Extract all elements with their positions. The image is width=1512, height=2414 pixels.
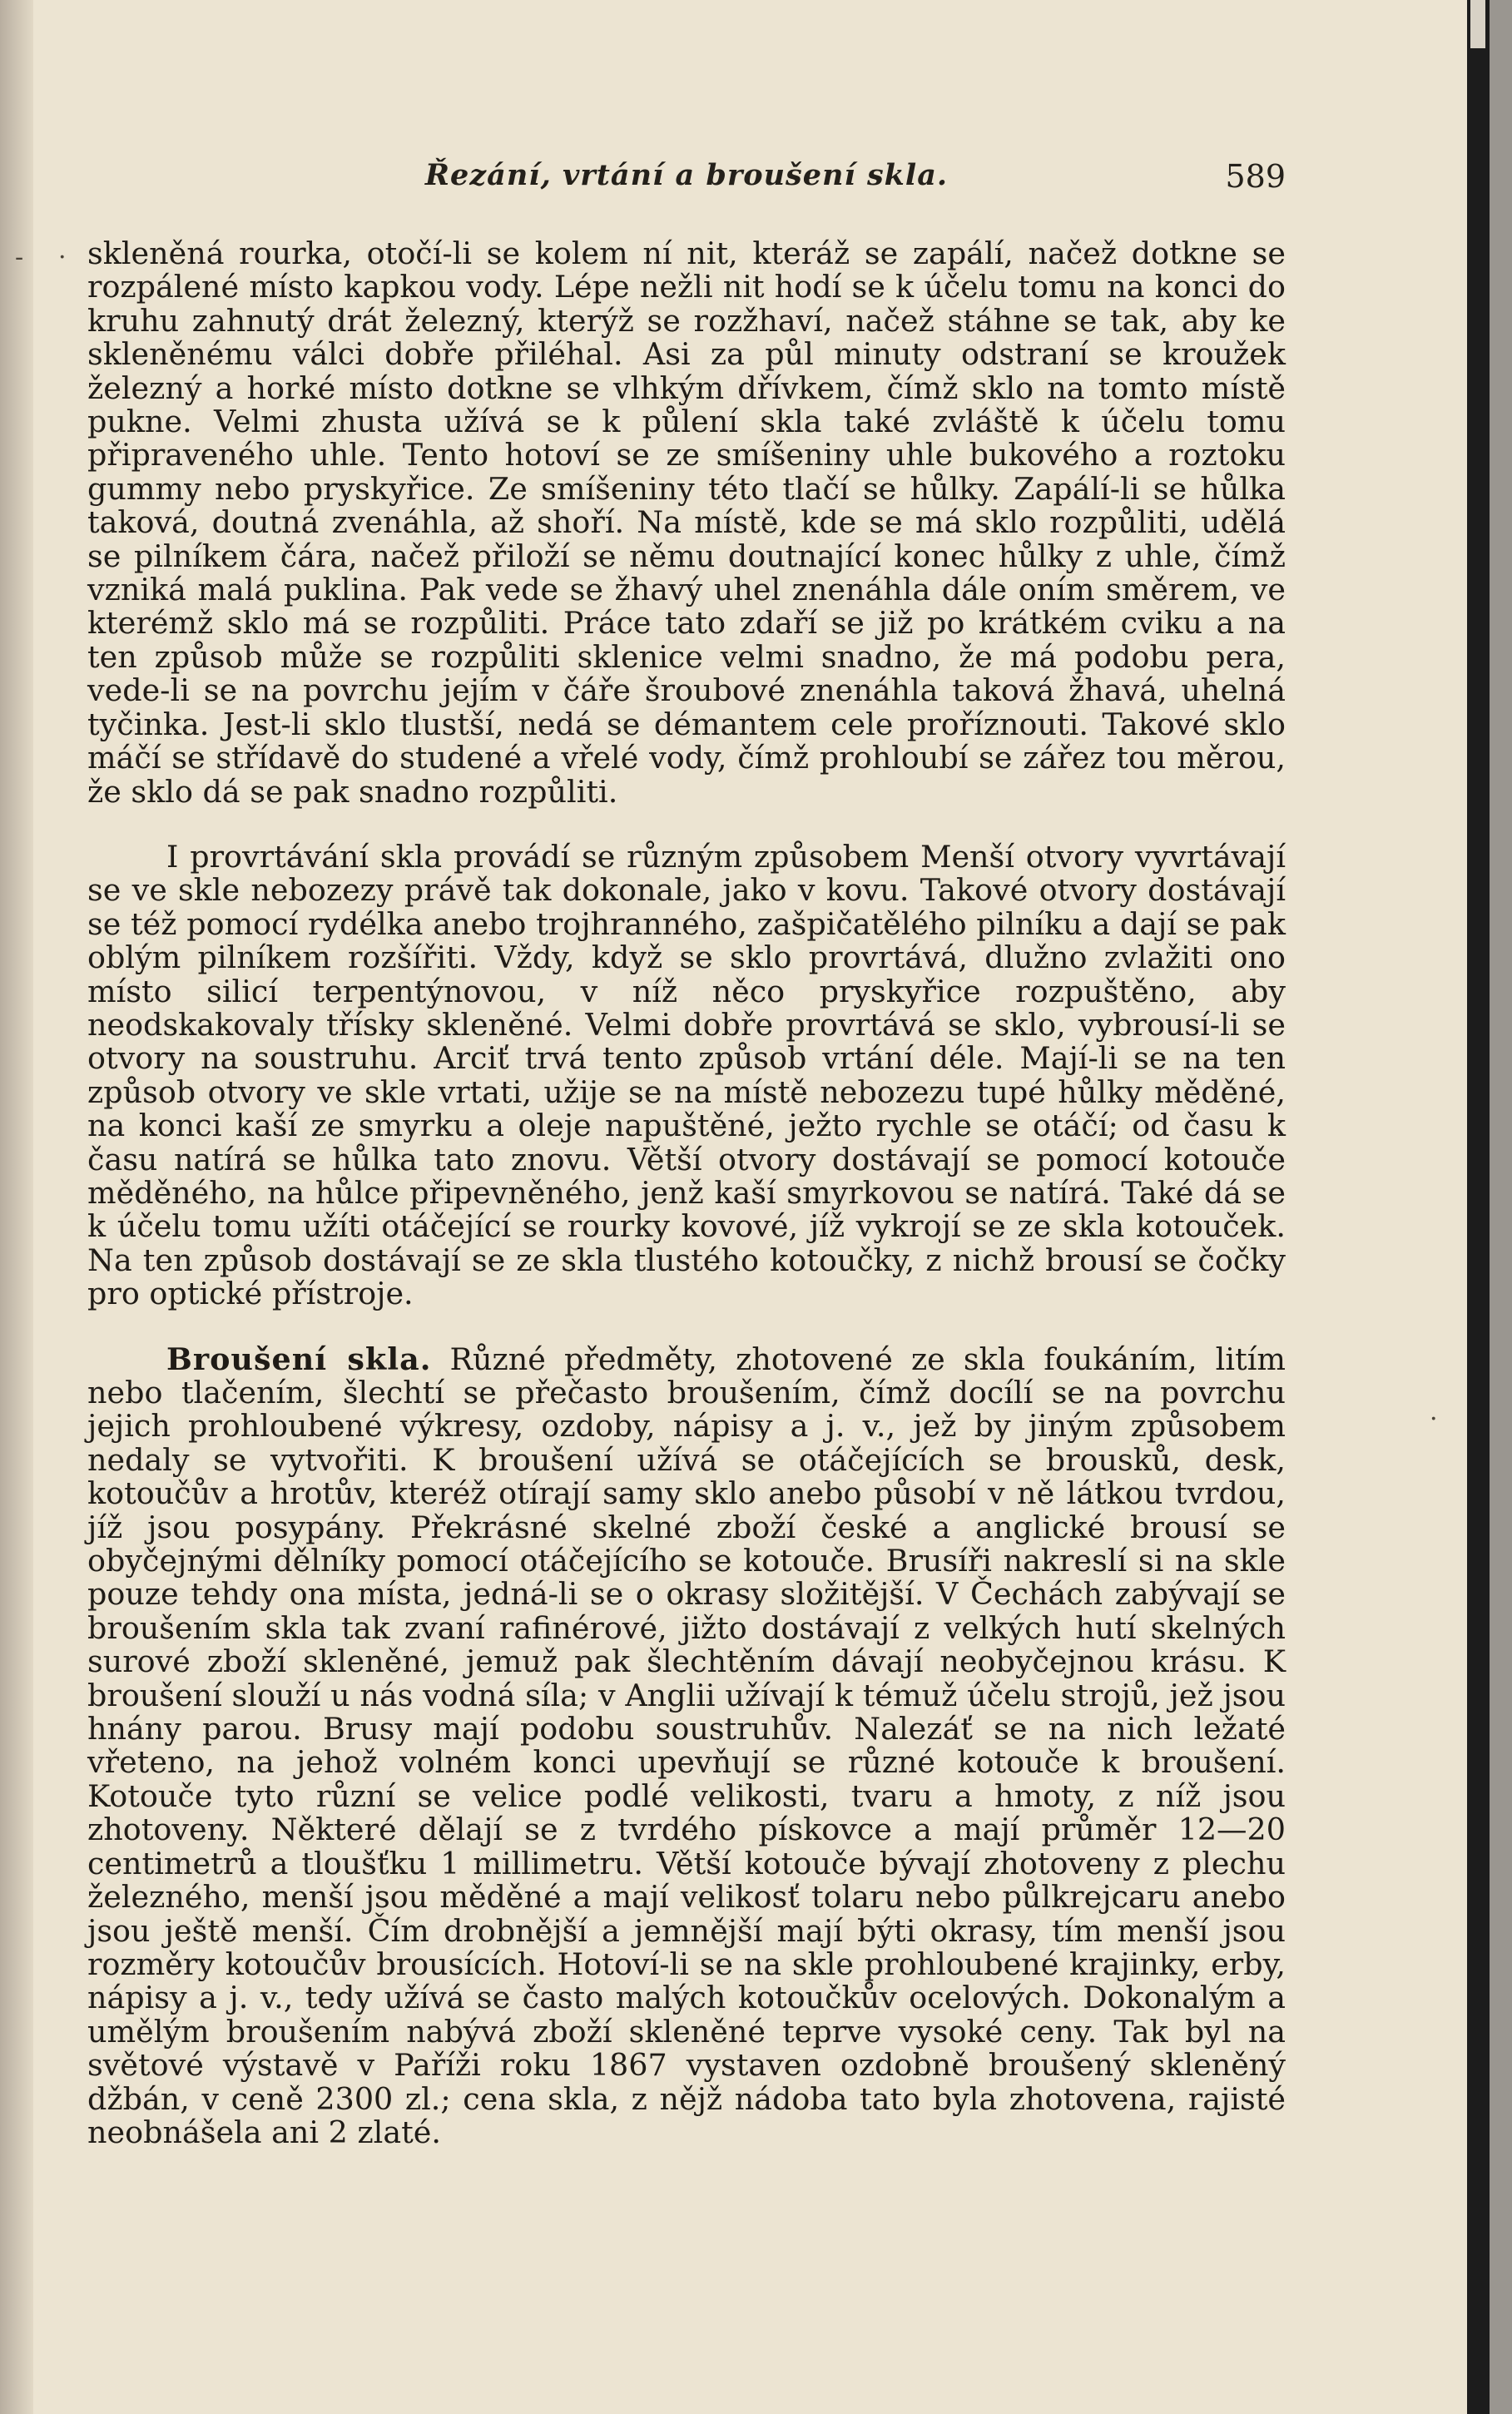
- running-head: Řezání, vrtání a broušení skla.: [424, 158, 949, 192]
- paragraph-grinding-text: Různé předměty, zhotovené ze skla foukáním, litím nebo tlačením, šlechtí se přečasto broušením, čímž docílí se na povrchu jejich prohloubené výkresy, ozdoby, nápisy a j. v., jež by jiným způsobem nedaly se vytvořiti. K broušení užívá se otáčejících se brousků, desk, kotoučův a hrotův, kteréž otírají samy sklo anebo působí v ně látkou tvrdou, jíž jsou posypány. Překrásné skelné zboží české a anglické brousí se obyčejnými dělníky pomocí otáčejícího se kotouče. Brusíři nakreslí si na skle pouze tehdy ona místa, jedná-li se o okrasy složitější. V Čechách zabývají se broušením skla tak zvaní rafinérové, jižto dostávají z velkých hutí skelných surové zboží skleněné, jemuž pak šlechtěním dávají neobyčejnou krásu. K broušení slouží u nás vodná síla; v Anglii užívají k témuž účelu strojů, jež jsou hnány parou. Brusy mají podobu soustruhův. Nalezáť se na nich ležaté vřeteno, na jehož volném konci upevňují se různé kotouče k broušení. Kotouče tyto různí se velice podlé velikosti, tvaru a hmoty, z níž jsou zhotoveny. Některé dělají se z tvrdého pískovce a mají průměr 12—20 centimetrů a tloušťku 1 millimetru. Větší kotouče bývají zhotoveny z plechu železného, menší jsou měděné a mají velikosť tolaru nebo půlkrejcaru anebo jsou ještě menší. Čím drobnější a jemnější mají býti okrasy, tím menší jsou rozměry kotoučův brousících. Hotoví-li se na skle prohloubené krajinky, erby, nápisy a j. v., tedy užívá se často malých kotoučkův ocelových. Dokonalým a umělým broušením nabývá zboží skleněné teprve vysoké ceny. Tak byl na světové výstavě v Paříži roku 1867 vystaven ozdobně broušený skleněný džbán, v ceně 2300 zl.; cena skla, z nějž nádoba tato byla zhotovena, rajisté neobnášela ani 2 zlaté.: [87, 1341, 1286, 2150]
- page-number: 589: [1225, 158, 1286, 195]
- paragraph-gap: [87, 1311, 1286, 1343]
- section-lead-heading: Broušení skla.: [166, 1341, 432, 1377]
- scan-edge: [1467, 0, 1490, 2414]
- page-body: [87, 237, 1286, 2149]
- margin-dot-mark: ·: [58, 243, 67, 272]
- paragraph-grinding: [87, 1343, 1286, 2150]
- paragraph-cutting: skleněná rourka, otočí-li se kolem ní nit, kteráž se zapálí, načež dotkne se rozpálené místo kapkou vody. Lépe nežli nit hodí se k účelu tomu na konci do kruhu zahnutý drát železný, kterýž se rozžhaví, načež stáhne se tak, aby ke skleněnému válci dobře přiléhal. Asi za půl minuty odstraní se kroužek železný a horké místo dotkne se vlhkým dřívkem, čímž sklo na tomto místě pukne. Velmi zhusta užívá se k půlení skla také zvláště k účelu tomu připraveného uhle. Tento hotoví se ze smíšeniny uhle bukového a roztoku gummy nebo pryskyřice. Ze smíšeniny této tlačí se hůlky. Zapálí-li se hůlka taková, doutná zvenáhla, až shoří. Na místě, kde se má sklo rozpůliti, udělá se pilníkem čára, načež přiloží se němu doutnající konec hůlky z uhle, čímž vzniká malá puklina. Pak vede se žhavý uhel znenáhla dále oním směrem, ve kterémž sklo má se rozpůliti. Práce tato zdaří se již po krátkém cviku a na ten způsob může se rozpůliti sklenice velmi snadno, že má podobu pera, vede-li se na povrchu jejím v čáře šroubové znenáhla taková žhavá, uhelná tyčinka. Jest-li sklo tlustší, nedá se démantem cele proříznouti. Takové sklo máčí se střídavě do studené a vřelé vody, čímž prohloubí se zářez tou měrou, že sklo dá se pak snadno rozpůliti.: [87, 235, 1286, 810]
- paragraph-gap: [87, 809, 1286, 840]
- paragraph-drilling: I provrtávání skla provádí se různým způsobem Menší otvory vyvrtávají se ve skle nebozezy právě tak dokonale, jako v kovu. Takové otvory dostávají se též pomocí rydélka anebo trojhranného, zašpičatělého pilníku a dají se pak oblým pilníkem rozšířiti. Vždy, když se sklo provrtává, dlužno zvlažiti ono místo silicí terpentýnovou, v níž něco pryskyřice rozpuštěno, aby neodskakovaly třísky skleněné. Velmi dobře provrtává se sklo, vybrousí-li se otvory na soustruhu. Arciť trvá tento způsob vrtání déle. Mají-li se na ten způsob otvory ve skle vrtati, užije se na místě nebozezu tupé hůlky měděné, na konci kaší ze smyrku a oleje napuštěné, ježto rychle se otáčí; od času k času natírá se hůlka tato znovu. Větší otvory dostávají se pomocí kotouče měděného, na hůlce připevněného, jenž kaší smyrkovou se natírá. Také dá se k účelu tomu užíti otáčející se rourky kovové, jíž vykrojí se ze skla kotouček. Na ten způsob dostávají se ze skla tlustého kotoučky, z nichž brousí se čočky pro optické přístroje.: [87, 838, 1286, 1312]
- margin-dash-mark: -: [15, 243, 24, 272]
- margin-dot-mark-right: ·: [1430, 1405, 1438, 1434]
- page-header: [87, 158, 1286, 200]
- binding-gutter: [0, 0, 33, 2414]
- scan-edge-tab: [1470, 0, 1485, 48]
